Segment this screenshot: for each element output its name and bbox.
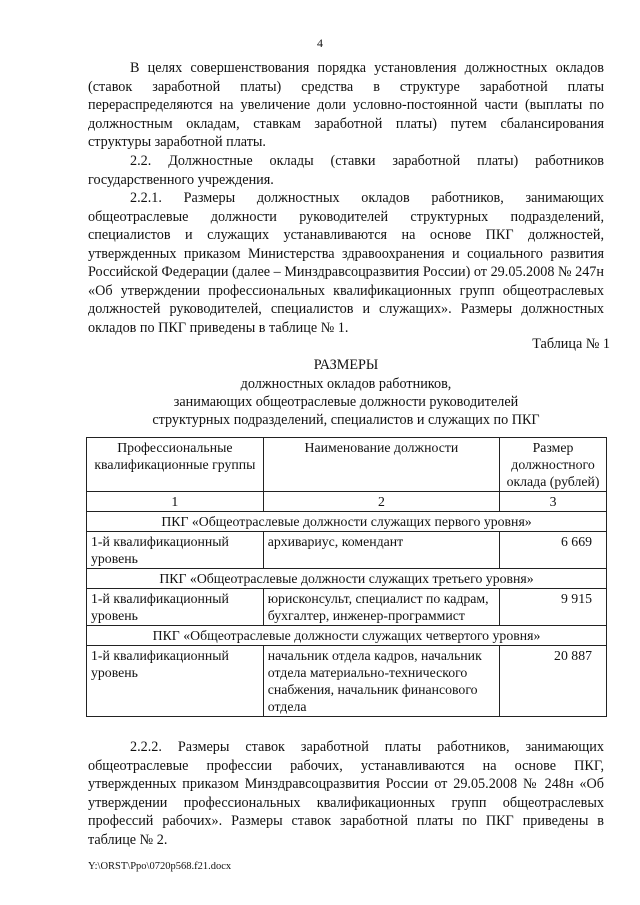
column-number: 2 [263, 492, 499, 512]
page-number: 4 [317, 36, 323, 50]
section-2-2-2-paragraph: 2.2.2. Размеры ставок заработной платы работников, занимающих общеотраслевые профессии рабочих, устанавливаются на основе ПКГ, утвержденных приказом Минздравсоцразвития России от 29.05.2008 № 248н «Об утверждении профессиональных квалификационных групп общеотраслевых профессий рабочих». Размеры ставок заработной платы по ПКГ приведены в таблице № 2. [88, 739, 604, 848]
table-row [87, 532, 607, 569]
table-subtitle [88, 375, 604, 429]
qualification-level: 1-й квалификационный уровень [87, 589, 264, 626]
salary-table [86, 437, 607, 717]
qualification-level: 1-й квалификационный уровень [87, 646, 264, 717]
salary-value: 20 887 [500, 646, 607, 717]
group-title-row [87, 569, 607, 589]
group-title: ПКГ «Общеотраслевые должности служащих третьего уровня» [87, 569, 607, 589]
column-number: 1 [87, 492, 264, 512]
table-title: РАЗМЕРЫ [313, 357, 379, 373]
table-column-numbers-row [87, 492, 607, 512]
table-subtitle-line: должностных окладов работников, [240, 376, 452, 392]
group-title: ПКГ «Общеотраслевые должности служащих четвертого уровня» [87, 626, 607, 646]
table-subtitle-line: структурных подразделений, специалистов и служащих по ПКГ [152, 412, 540, 428]
header-groups: Профессиональные квалификационные группы [87, 438, 264, 492]
column-number: 3 [500, 492, 607, 512]
intro-paragraph: В целях совершенствования порядка установления должностных окладов (ставок заработной платы) средства в структуре заработной платы перераспределяются на увеличение доли условно-постоянной части (выплаты по должностным окладам, ставкам заработной платы) путем сбалансирования структуры заработной платы. [88, 60, 604, 150]
section-2-2-1-paragraph: 2.2.1. Размеры должностных окладов работников, занимающих общеотраслевые должности руководителей структурных подразделений, специалистов и служащих устанавливаются на основе ПКГ должностей, утвержденных приказом Министерства здравоохранения и социального развития Российской Федерации (далее – Минздравсоцразвития России) от 29.05.2008 № 247н «Об утверждении профессиональных квалификационных групп общеотраслевых должностей руководителей, специалистов и служащих». Размеры должностных окладов по ПКГ приведены в таблице № 1. [88, 190, 604, 336]
salary-value: 9 915 [500, 589, 607, 626]
group-title-row [87, 512, 607, 532]
table-subtitle-line: занимающих общеотраслевые должности руководителей [173, 394, 519, 410]
group-title-row [87, 626, 607, 646]
table-header-row [87, 438, 607, 492]
section-2-2-paragraph: 2.2. Должностные оклады (ставки заработной платы) работников государственного учреждения. [88, 153, 604, 188]
position-names: начальник отдела кадров, начальник отдела материально-технического снабжения, начальник финансового отдела [263, 646, 499, 717]
header-position: Наименование должности [263, 438, 499, 492]
position-names: юрисконсульт, специалист по кадрам, бухгалтер, инженер-программист [263, 589, 499, 626]
table-row [87, 589, 607, 626]
footer-file-path: Y:\ORST\Ppo\0720p568.f21.docx [88, 861, 232, 872]
header-salary: Размер должностного оклада (рублей) [500, 438, 607, 492]
position-names: архивариус, комендант [263, 532, 499, 569]
table-caption: Таблица № 1 [532, 336, 610, 352]
table-row [87, 646, 607, 717]
qualification-level: 1-й квалификационный уровень [87, 532, 264, 569]
group-title: ПКГ «Общеотраслевые должности служащих первого уровня» [87, 512, 607, 532]
salary-value: 6 669 [500, 532, 607, 569]
